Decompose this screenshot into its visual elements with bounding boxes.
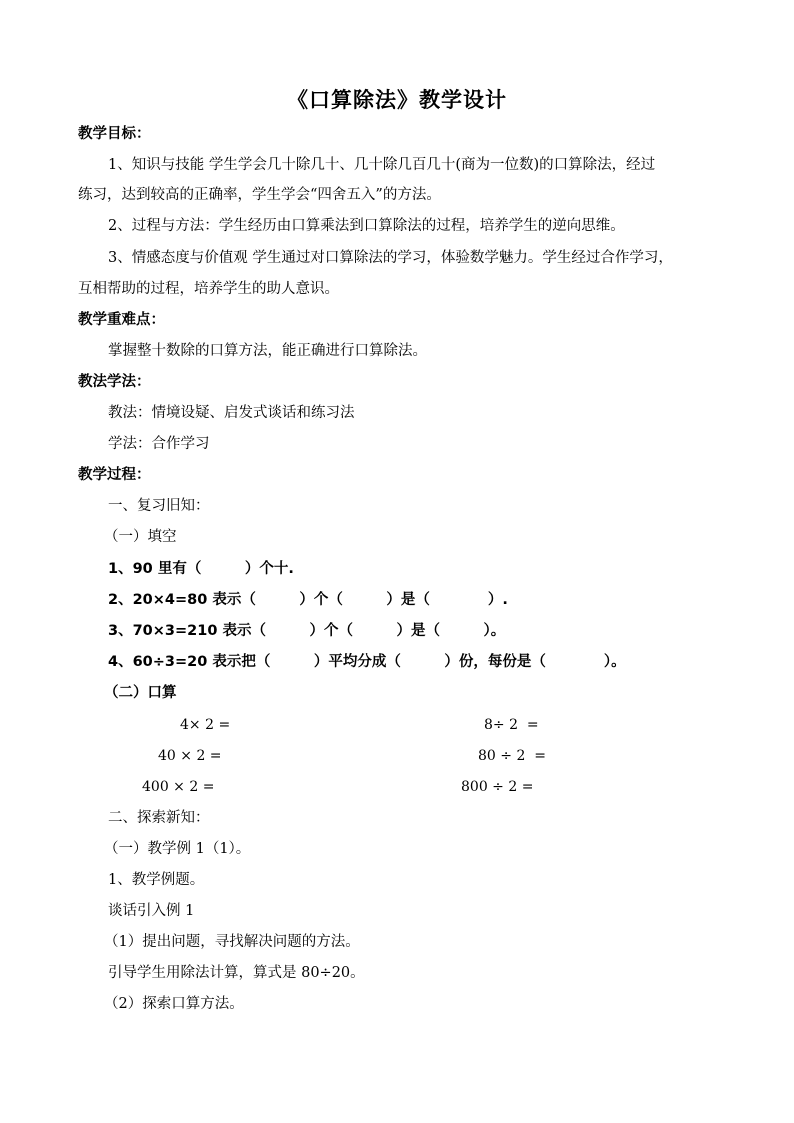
key-point-1: 掌握整十数除的口算方法，能正确进行口算除法。	[108, 343, 427, 359]
fill-item-3: 3、70×3=210 表示（ ）个（ ）是（ ）。	[108, 623, 506, 639]
calc-right-2: 80 ÷ 2 =	[478, 748, 546, 764]
subsection-fill-blank: （一）填空	[104, 529, 177, 545]
goal-3-line-2: 互相帮助的过程，培养学生的助人意识。	[78, 281, 339, 297]
fill-item-2: 2、20×4=80 表示（ ）个（ ）是（ ）.	[108, 592, 508, 608]
heading-methods: 教法学法：	[78, 374, 151, 390]
goal-2: 2、过程与方法：学生经历由口算乘法到口算除法的过程，培养学生的逆向思维。	[108, 218, 625, 234]
section-review: 一、复习旧知：	[108, 498, 210, 514]
step-1: （1）提出问题，寻找解决问题的方法。	[104, 934, 360, 950]
talk-intro: 谈话引入例 1	[108, 903, 195, 919]
subsection-oral-calc: （二）口算	[104, 685, 177, 701]
calc-left-3: 400 × 2 =	[142, 779, 215, 795]
fill-item-4: 4、60÷3=20 表示把（ ）平均分成（ ）份，每份是（ ）。	[108, 654, 626, 670]
goal-1-line-1: 1、知识与技能 学生学会几十除几十、几十除几百几十(商为一位数)的口算除法，经过	[108, 157, 656, 173]
calc-left-2: 40 × 2 =	[158, 748, 222, 764]
goal-1-line-2: 练习，达到较高的正确率，学生学会“四舍五入”的方法。	[78, 187, 441, 203]
example-1-heading: （一）教学例 1（1）。	[104, 841, 251, 857]
goal-3-line-1: 3、情感态度与价值观 学生通过对口算除法的学习，体验数学魅力。学生经过合作学习，	[108, 250, 673, 266]
page-title: 《口算除法》教学设计	[287, 88, 507, 112]
calc-left-1: 4× 2 =	[180, 717, 231, 733]
teaching-method: 教法：情境设疑、启发式谈话和练习法	[108, 405, 355, 421]
heading-key-points: 教学重难点：	[78, 312, 165, 328]
learning-method: 学法：合作学习	[108, 436, 210, 452]
fill-item-1: 1、90 里有（ ）个十.	[108, 561, 294, 577]
teach-example: 1、教学例题。	[108, 872, 205, 888]
section-explore: 二、探索新知：	[108, 810, 210, 826]
step-2: （2）探索口算方法。	[104, 996, 244, 1012]
guide-division: 引导学生用除法计算，算式是 80÷20。	[108, 965, 365, 981]
heading-process: 教学过程：	[78, 467, 151, 483]
calc-right-1: 8÷ 2 =	[484, 717, 539, 733]
heading-goals: 教学目标：	[78, 126, 151, 142]
calc-right-3: 800 ÷ 2 =	[461, 779, 534, 795]
